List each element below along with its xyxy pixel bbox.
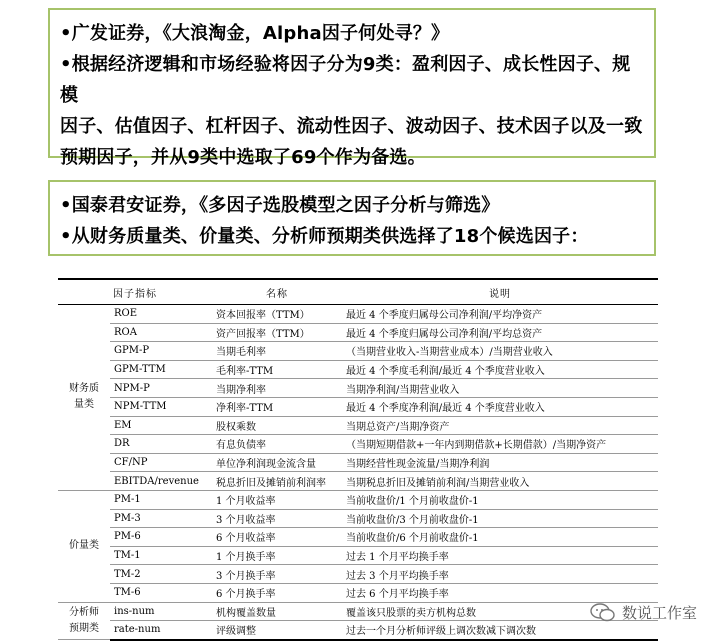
factor-cell: PM-6 <box>110 528 212 547</box>
table-header-row <box>58 279 658 305</box>
description-cell: 过去一个月分析师评级上调次数减下调次数 <box>342 621 658 640</box>
table-row <box>58 416 658 435</box>
table-row <box>58 509 658 528</box>
table-row <box>58 528 658 547</box>
name-cell: 3 个月收益率 <box>212 509 342 528</box>
category-cell: 财务质 量类 <box>58 305 110 491</box>
factor-cell: PM-3 <box>110 509 212 528</box>
table-row <box>58 397 658 416</box>
factor-table <box>58 278 658 641</box>
table-row <box>58 602 658 621</box>
name-cell: 当期净利率 <box>212 379 342 398</box>
name-cell: 资本回报率（TTM） <box>212 305 342 324</box>
factor-cell: EBITDA/revenue <box>110 472 212 491</box>
header-name: 名称 <box>212 279 342 305</box>
name-cell: 单位净利润现金流含量 <box>212 453 342 472</box>
name-cell: 评级调整 <box>212 621 342 640</box>
name-cell: 6 个月收益率 <box>212 528 342 547</box>
name-cell: 3 个月换手率 <box>212 565 342 584</box>
table-row <box>58 490 658 509</box>
wechat-icon <box>590 603 616 623</box>
name-cell: 毛利率-TTM <box>212 360 342 379</box>
description-cell: 过去 6 个月平均换手率 <box>342 583 658 602</box>
description-cell: 最近 4 个季度净利润/最近 4 个季度营业收入 <box>342 397 658 416</box>
description-cell: 当期经营性现金流量/当期净利润 <box>342 453 658 472</box>
name-cell: 净利率-TTM <box>212 397 342 416</box>
factor-cell: NPM-TTM <box>110 397 212 416</box>
table-row <box>58 565 658 584</box>
factor-table-wrapper <box>58 278 658 641</box>
description-cell: 覆盖该只股票的卖方机构总数 <box>342 602 658 621</box>
watermark <box>590 602 697 623</box>
factor-cell: TM-1 <box>110 546 212 565</box>
description-cell: （当期营业收入-当期营业成本）/当期营业收入 <box>342 342 658 361</box>
factor-cell: ROE <box>110 305 212 324</box>
table-row <box>58 323 658 342</box>
factor-cell: GPM-P <box>110 342 212 361</box>
description-cell: 当期税息折旧及摊销前利润/当期营业收入 <box>342 472 658 491</box>
table-row <box>58 583 658 602</box>
summary-box-guangfa <box>48 8 656 168</box>
name-cell: 1 个月收益率 <box>212 490 342 509</box>
header-factor: 因子指标 <box>58 279 212 305</box>
table-row <box>58 305 658 324</box>
table-row <box>58 379 658 398</box>
bullet-line: •根据经济逻辑和市场经验将因子分为9类：盈利因子、成长性因子、规模 <box>60 54 631 106</box>
name-cell: 资产回报率（TTM） <box>212 323 342 342</box>
factor-cell: TM-2 <box>110 565 212 584</box>
name-cell: 1 个月换手率 <box>212 546 342 565</box>
factor-cell: EM <box>110 416 212 435</box>
description-cell: 当期净利润/当期营业收入 <box>342 379 658 398</box>
description-cell: 过去 3 个月平均换手率 <box>342 565 658 584</box>
description-cell: 当前收盘价/6 个月前收盘价-1 <box>342 528 658 547</box>
header-description: 说明 <box>342 279 658 305</box>
category-cell: 价量类 <box>58 490 110 602</box>
name-cell: 6 个月换手率 <box>212 583 342 602</box>
description-cell: 最近 4 个季度归属母公司净利润/平均净资产 <box>342 305 658 324</box>
description-cell: 当前收盘价/1 个月前收盘价-1 <box>342 490 658 509</box>
factor-cell: DR <box>110 435 212 454</box>
summary-box-guotaijunan <box>48 180 656 256</box>
factor-cell: ins-num <box>110 602 212 621</box>
name-cell: 股权乘数 <box>212 416 342 435</box>
factor-cell: NPM-P <box>110 379 212 398</box>
factor-cell: GPM-TTM <box>110 360 212 379</box>
table-row <box>58 360 658 379</box>
factor-cell: rate-num <box>110 621 212 640</box>
description-cell: 最近 4 个季度归属母公司净利润/平均总资产 <box>342 323 658 342</box>
factor-cell: TM-6 <box>110 583 212 602</box>
factor-cell: CF/NP <box>110 453 212 472</box>
name-cell: 机构覆盖数量 <box>212 602 342 621</box>
name-cell: 当期毛利率 <box>212 342 342 361</box>
description-cell: 当期总资产/当期净资产 <box>342 416 658 435</box>
bullet-line: •广发证券，《大浪淘金，Alpha因子何处寻？》 <box>60 23 450 44</box>
bullet-line: 因子、估值因子、杠杆因子、流动性因子、波动因子、技术因子以及一致 <box>60 116 643 137</box>
name-cell: 税息折旧及摊销前利润率 <box>212 472 342 491</box>
table-row <box>58 621 658 640</box>
bullet-line: •从财务质量类、价量类、分析师预期类供选择了18个候选因子： <box>60 226 589 247</box>
factor-cell: PM-1 <box>110 490 212 509</box>
description-cell: 过去 1 个月平均换手率 <box>342 546 658 565</box>
factor-cell: ROA <box>110 323 212 342</box>
table-row <box>58 435 658 454</box>
watermark-text: 数说工作室 <box>621 604 697 622</box>
description-cell: 最近 4 个季度毛利润/最近 4 个季度营业收入 <box>342 360 658 379</box>
bullet-line: 预期因子，并从9类中选取了69个作为备选。 <box>60 147 426 168</box>
description-cell: 当前收盘价/3 个月前收盘价-1 <box>342 509 658 528</box>
bullet-line: •国泰君安证券，《多因子选股模型之因子分析与筛选》 <box>60 195 500 216</box>
category-cell: 分析师 预期类 <box>58 602 110 640</box>
table-row <box>58 546 658 565</box>
table-row <box>58 472 658 491</box>
name-cell: 有息负债率 <box>212 435 342 454</box>
table-row <box>58 342 658 361</box>
description-cell: （当期短期借款+一年内到期借款+长期借款）/当期净资产 <box>342 435 658 454</box>
table-row <box>58 453 658 472</box>
